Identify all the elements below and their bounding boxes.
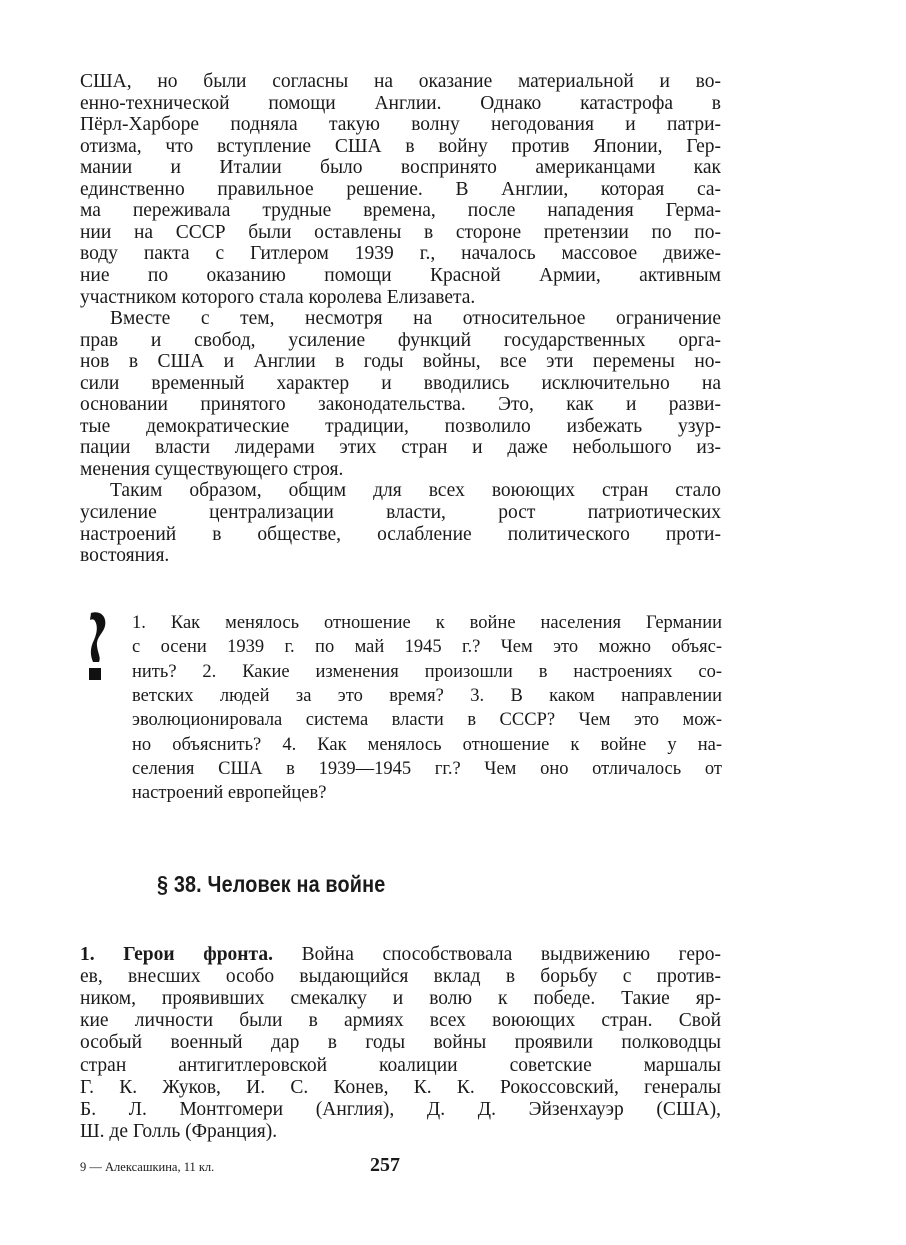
question-mark-icon: [86, 610, 108, 682]
text-line: отизма, что вступление США в войну против Японии, Гер-: [80, 135, 721, 157]
text-fragment: Война способствовала выдвижению геро-: [272, 944, 722, 965]
subsection-title: 1. Герои фронта.: [80, 944, 273, 965]
text-line: ние по оказанию помощи Красной Армии, активным: [80, 264, 721, 286]
text-line: настроений в обществе, ослабление политического проти-: [80, 523, 721, 545]
footer-signature: 9 — Алексашкина, 11 кл.: [80, 1160, 215, 1174]
text-line: Пёрл-Харборе подняла такую волну негодования и патри-: [80, 114, 721, 136]
text-line: нии на СССР были оставлены в стороне претензии по по-: [80, 221, 721, 243]
text-line: Вместе с тем, несмотря на относительное ограничение: [110, 308, 721, 330]
text-line: менения существующего строя.: [80, 458, 344, 480]
text-line: Таким образом, общим для всех воюющих стран стало: [110, 480, 721, 502]
text-line: востояния.: [80, 545, 170, 567]
text-line: пации власти лидерами этих стран и даже небольшого из-: [80, 437, 721, 459]
text-line: енно-технической помощи Англии. Однако катастрофа в: [80, 92, 721, 114]
question-line: настроений европейцев?: [132, 783, 327, 804]
text-line: сили временный характер и вводились исключительно на: [80, 372, 721, 394]
question-line: ветских людей за это время? 3. В каком направлении: [132, 685, 722, 706]
text-line: нов в США и Англии в годы войны, все эти перемены но-: [80, 351, 721, 373]
text-line: ником, проявивших смекалку и волю к победе. Такие яр-: [80, 988, 721, 1010]
text-line: Г. К. Жуков, И. С. Конев, К. К. Рокоссовский, генералы: [80, 1076, 721, 1098]
section-heading: § 38. Человек на войне: [157, 871, 386, 897]
text-line: Ш. де Голль (Франция).: [80, 1120, 278, 1142]
text-line: [80, 944, 721, 966]
text-line: тые демократические традиции, позволило избежать узур-: [80, 415, 721, 437]
text-line: усиление централизации власти, рост патриотических: [80, 502, 721, 523]
text-line: США, но были согласны на оказание материальной и во-: [80, 71, 721, 92]
page-number: 257: [370, 1154, 400, 1176]
question-line: селения США в 1939—1945 гг.? Чем оно отличалось от: [132, 758, 722, 779]
text-line: стран антигитлеровской коалиции советские маршалы: [80, 1054, 721, 1076]
text-line: единственно правильное решение. В Англии, которая са-: [80, 178, 721, 200]
text-line: основании принятого законодательства. Это, как и разви-: [80, 394, 721, 416]
text-line: ев, внесших особо выдающийся вклад в борьбу с против-: [80, 966, 721, 988]
question-line: нить? 2. Какие изменения произошли в настроениях со-: [132, 661, 722, 682]
question-line: 1. Как менялось отношение к войне населения Германии: [132, 613, 722, 633]
text-line: участником которого стала королева Елизавета.: [80, 286, 476, 308]
question-line: но объяснить? 4. Как менялось отношение к войне у на-: [132, 734, 722, 755]
text-line: прав и свобод, усиление функций государственных орга-: [80, 329, 721, 351]
text-line: воду пакта с Гитлером 1939 г., началось массовое движе-: [80, 243, 721, 265]
text-line: Б. Л. Монтгомери (Англия), Д. Д. Эйзенхауэр (США),: [80, 1098, 721, 1120]
text-line: мании и Италии было воспринято американцами как: [80, 157, 721, 179]
text-line: кие личности были в армиях всех воюющих стран. Свой: [80, 1010, 721, 1032]
text-line: ма переживала трудные времена, после нападения Герма-: [80, 200, 721, 222]
text-line: особый военный дар в годы войны проявили полководцы: [80, 1032, 721, 1054]
question-line: с осени 1939 г. по май 1945 г.? Чем это можно объяс-: [132, 637, 722, 658]
question-line: эволюционировала система власти в СССР? Чем это мож-: [132, 710, 722, 731]
